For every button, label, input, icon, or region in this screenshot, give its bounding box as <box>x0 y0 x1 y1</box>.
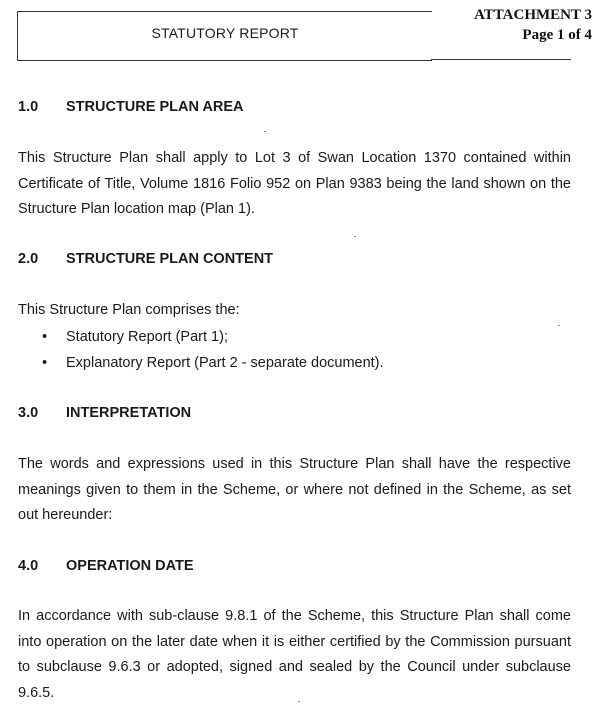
paragraph-line: 9.6.5. <box>18 684 55 701</box>
paragraph-line: into operation on the later date when it is either certified by the Commission pursuant <box>18 633 571 650</box>
attachment-label <box>474 5 592 45</box>
section-title: STRUCTURE PLAN CONTENT <box>66 251 274 267</box>
section-title: INTERPRETATION <box>66 405 192 421</box>
paragraph-line: meanings given to them in the Scheme, or where not defined in the Scheme, as set <box>18 481 571 498</box>
section-heading-3 <box>18 405 191 421</box>
section-heading-4 <box>18 558 194 574</box>
section-paragraph-3 <box>18 452 571 529</box>
scan-speck <box>298 701 300 702</box>
section-title: STRUCTURE PLAN AREA <box>66 99 244 115</box>
section-paragraph-1 <box>18 146 571 223</box>
list-item <box>18 324 571 350</box>
section-intro-2 <box>18 298 571 324</box>
bullet-icon: • <box>42 329 48 345</box>
scan-speck <box>264 131 266 132</box>
bullet-icon: • <box>42 355 48 371</box>
paragraph-line: Structure Plan location map (Plan 1). <box>18 201 255 217</box>
paragraph-line: to subclause 9.6.3 or adopted, signed and sealed by the Council under subclause <box>18 659 571 675</box>
section-title: OPERATION DATE <box>66 558 194 574</box>
paragraph-line: In accordance with sub-clause 9.8.1 of the Scheme, this Structure Plan shall come <box>18 608 571 624</box>
paragraph-line: out hereunder: <box>18 507 113 523</box>
scan-speck <box>558 325 560 326</box>
list-item <box>18 350 571 376</box>
list-item-text: Explanatory Report (Part 2 - separate document). <box>66 355 384 371</box>
section-number: 3.0 <box>18 405 39 421</box>
section-number: 2.0 <box>18 251 39 267</box>
list-item-text: Statutory Report (Part 1); <box>66 329 228 345</box>
paragraph-line: This Structure Plan shall apply to Lot 3 of Swan Location 1370 contained within <box>18 150 571 166</box>
attachment-number: ATTACHMENT 3 <box>474 7 592 23</box>
content-list <box>18 324 571 376</box>
section-number: 1.0 <box>18 99 39 115</box>
header-divider <box>431 59 571 60</box>
page-indicator: Page 1 of 4 <box>522 27 592 43</box>
report-header-box <box>17 11 432 61</box>
report-title: STATUTORY REPORT <box>151 25 299 41</box>
paragraph-line: The words and expressions used in this Structure Plan shall have the respective <box>18 456 571 472</box>
scan-speck <box>354 236 356 237</box>
paragraph-line: This Structure Plan comprises the: <box>18 302 240 318</box>
section-heading-2 <box>18 251 273 267</box>
section-number: 4.0 <box>18 558 39 574</box>
paragraph-line: Certificate of Title, Volume 1816 Folio 952 on Plan 9383 being the land shown on the <box>18 175 571 192</box>
section-heading-1 <box>18 99 244 115</box>
section-paragraph-4 <box>18 604 571 706</box>
